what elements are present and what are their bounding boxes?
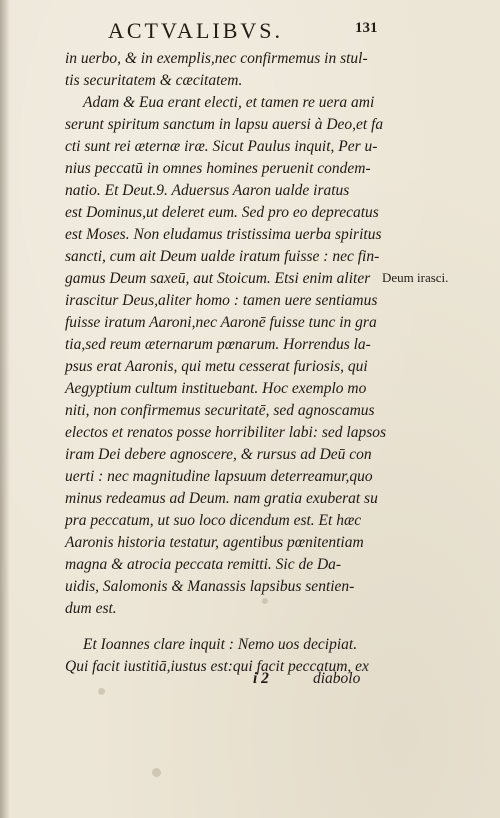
text-line: est Dominus,ut deleret eum. Sed pro eo deprecatus	[65, 204, 379, 221]
text-line: gamus Deum saxeū, aut Stoicum. Etsi enim aliter	[65, 270, 371, 287]
text-line: irascitur Deus,aliter homo : tamen uere sentiamus	[65, 292, 378, 309]
page-number: 131	[355, 20, 378, 36]
text-line: tis securitatem & cæcitatem.	[65, 72, 243, 89]
text-line: Aegyptium cultum instituebant. Hoc exemplo mo	[65, 380, 367, 397]
text-line: est Moses. Non eludamus tristissima uerba spiritus	[65, 226, 382, 243]
running-head: ACTVALIBVS.	[108, 18, 284, 43]
text-line: cti sunt rei æternæ iræ. Sicut Paulus inquit, Per u-	[65, 138, 378, 155]
text-line: in uerbo, & in exemplis,nec confirmemus in stul-	[65, 50, 368, 67]
text-line: nius peccatū in omnes homines peruenit condem-	[65, 160, 371, 177]
text-line: uerti : nec magnitudine lapsuum deterreamur,quo	[65, 468, 373, 485]
page-gutter-shadow	[0, 0, 10, 818]
page-header	[0, 18, 500, 48]
text-line: Adam & Eua erant electi, et tamen re uera ami	[83, 94, 375, 111]
text-line: pra peccatum, ut suo loco dicendum est. Et hæc	[65, 512, 362, 529]
text-line: fuisse iratum Aaroni,nec Aaronē fuisse tunc in gra	[65, 314, 377, 331]
text-line: magna & atrocia peccata remitti. Sic de Da-	[65, 556, 342, 573]
text-line: Et Ioannes clare inquit : Nemo uos decipiat.	[83, 636, 358, 653]
page-footer	[65, 668, 385, 690]
text-line: sancti, cum ait Deum ualde iratum fuisse : nec fin-	[65, 248, 380, 265]
text-line: uidis, Salomonis & Manassis lapsibus sentien-	[65, 578, 355, 595]
text-line: psus erat Aaronis, qui metu cesserat furiosis, qui	[65, 358, 368, 375]
text-line: dum est.	[65, 600, 117, 617]
text-line: natio. Et Deut.9. Aduersus Aaron ualde iratus	[65, 182, 350, 199]
text-line: niti, non confirmemus securitatē, sed agnoscamus	[65, 402, 375, 419]
signature-mark: i 2	[253, 670, 269, 687]
text-line: Aaronis historia testatur, agentibus pœnitentiam	[65, 534, 364, 551]
paper-stain	[152, 768, 161, 777]
catchword: diabolo	[313, 670, 361, 687]
text-line: minus redeamus ad Deum. nam gratia exuberat su	[65, 490, 378, 507]
text-line: serunt spiritum sanctum in lapsu auersi à Deo,et fa	[65, 116, 384, 133]
text-line: electos et renatos posse horribiliter labi: sed lapsos	[65, 424, 387, 441]
marginal-note: Deum irasci.	[382, 270, 449, 285]
text-line: iram Dei debere agnoscere, & rursus ad Deū con	[65, 446, 372, 463]
text-line: tia,sed reum æternarum pœnarum. Horrendus la-	[65, 336, 371, 353]
text-line: Qui facit iustitiā,iustus est:qui facit peccatum, ex	[65, 658, 369, 675]
body-text	[65, 48, 385, 678]
